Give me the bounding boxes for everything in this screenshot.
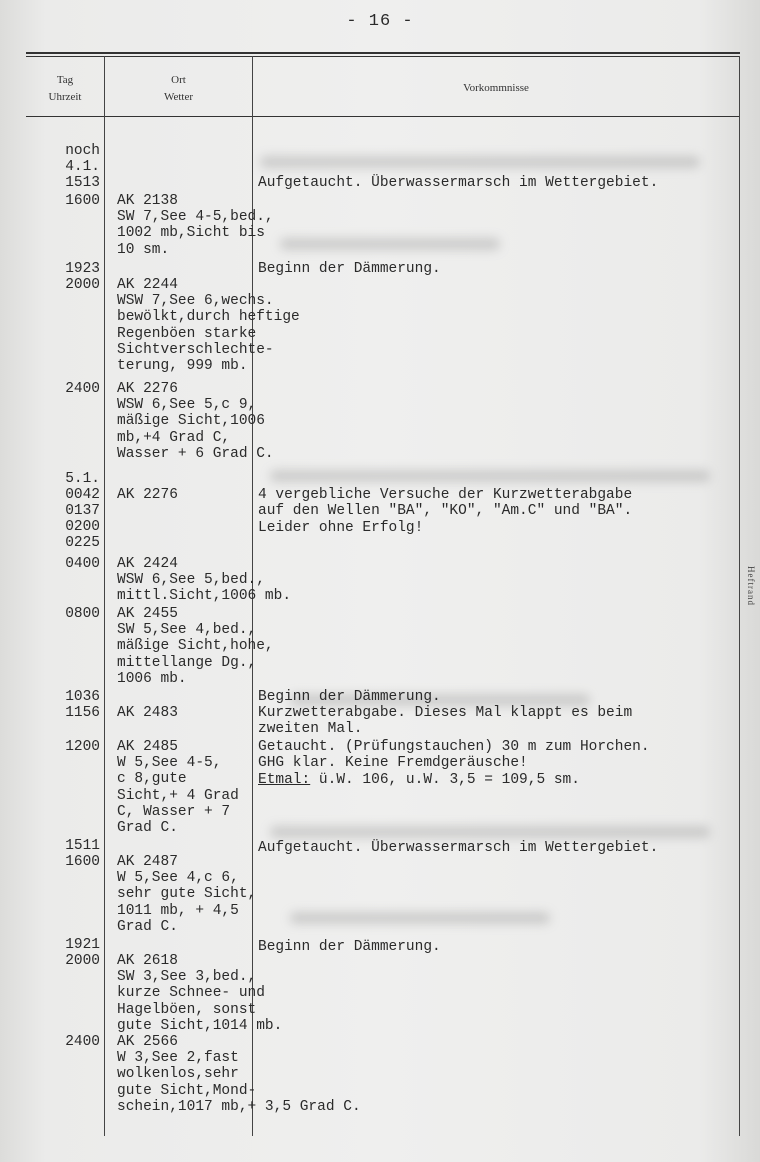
bleed-through-smudge [290, 912, 550, 924]
entry-vorkommnis: Beginn der Dämmerung. [258, 939, 441, 955]
header-tag-uhrzeit: Tag Uhrzeit [48, 74, 82, 103]
etmal-label: Etmal: [258, 772, 311, 788]
entry-vorkommnis: Aufgetaucht. Überwassermarsch im Wettergebiet. [258, 840, 659, 856]
entry-ort-wetter: AK 2244 WSW 7,See 6,wechs. bewölkt,durch heftige Regenböen starke Sichtverschlechte- terung, 999 mb. [117, 277, 300, 375]
entry-tag: 2400 [65, 1034, 100, 1050]
header-bottom-rule [26, 116, 740, 117]
entry-tag: 5.1. 0042 0137 0200 0225 [65, 471, 100, 551]
entry-vorkommnis: 4 vergebliche Versuche der Kurzwetterabgabe auf den Wellen "BA", "KO", "Am.C" und "BA". Leider ohne Erfolg! [258, 487, 633, 536]
bleed-through-smudge [280, 238, 500, 250]
entry-ort-wetter: AK 2487 W 5,See 4,c 6, sehr gute Sicht, 1011 mb, + 4,5 Grad C. [117, 854, 257, 935]
column-divider-1 [104, 56, 105, 1136]
table-top-rule [26, 52, 740, 54]
entry-ort-wetter: AK 2483 [117, 705, 178, 722]
entry-tag: 1600 [65, 854, 100, 870]
entry-ort-wetter: AK 2566 W 3,See 2,fast wolkenlos,sehr gute Sicht,Mond- schein,1017 mb,+ 3,5 Grad C. [117, 1034, 361, 1115]
entry-tag: 1923 [65, 261, 100, 277]
entry-tag: 1200 [65, 739, 100, 755]
entry-vorkommnis: Beginn der Dämmerung. Kurzwetterabgabe. Dieses Mal klappt es beim zweiten Mal. [258, 689, 633, 738]
entry-ort-wetter: AK 2276 [117, 487, 178, 504]
entry-tag: 1511 [65, 838, 100, 854]
entry-tag: noch 4.1. 1513 [65, 143, 100, 191]
entry-tag: 0800 [65, 606, 100, 622]
bleed-through-smudge [270, 826, 710, 838]
entry-vorkommnis: Getaucht. (Prüfungstauchen) 30 m zum Horchen. GHG klar. Keine Fremdgeräusche! [258, 739, 650, 772]
entry-ort-wetter: AK 2424 WSW 6,See 5,bed., mittl.Sicht,1006 mb. [117, 556, 292, 605]
page-number: - 16 - [346, 12, 414, 31]
etmal-line [258, 772, 580, 788]
header-ort-wetter: Ort Wetter [163, 74, 194, 103]
table-right-border [739, 56, 740, 1136]
entry-ort-wetter: AK 2455 SW 5,See 4,bed., mäßige Sicht,hohe, mittellange Dg., 1006 mb. [117, 606, 274, 687]
entry-tag: 2400 [65, 381, 100, 397]
entry-tag: 0400 [65, 556, 100, 572]
entry-ort-wetter: AK 2618 SW 3,See 3,bed., kurze Schnee- und Hagelböen, sonst gute Sicht,1014 mb. [117, 953, 283, 1034]
entry-tag: 1600 [65, 193, 100, 209]
entry-tag: 1921 [65, 937, 100, 953]
entry-tag: 1036 1156 [65, 689, 100, 721]
entry-tag: 2000 [65, 953, 100, 969]
header-vorkommnisse: Vorkommnisse [463, 82, 529, 94]
entry-vorkommnis: Beginn der Dämmerung. [258, 261, 441, 277]
margin-note: Heftrand [746, 566, 756, 606]
etmal-text: ü.W. 106, u.W. 3,5 = 109,5 sm. [310, 772, 580, 788]
table-top-rule-2 [26, 56, 740, 57]
entry-ort-wetter: AK 2485 W 5,See 4-5, c 8,gute Sicht,+ 4 Grad C, Wasser + 7 Grad C. [117, 739, 239, 837]
entry-ort-wetter: AK 2138 SW 7,See 4-5,bed., 1002 mb,Sicht bis 10 sm. [117, 193, 274, 258]
entry-tag: 2000 [65, 277, 100, 293]
entry-ort-wetter: AK 2276 WSW 6,See 5,c 9, mäßige Sicht,1006 mb,+4 Grad C, Wasser + 6 Grad C. [117, 381, 274, 462]
entry-vorkommnis: Aufgetaucht. Überwassermarsch im Wettergebiet. [258, 175, 659, 192]
